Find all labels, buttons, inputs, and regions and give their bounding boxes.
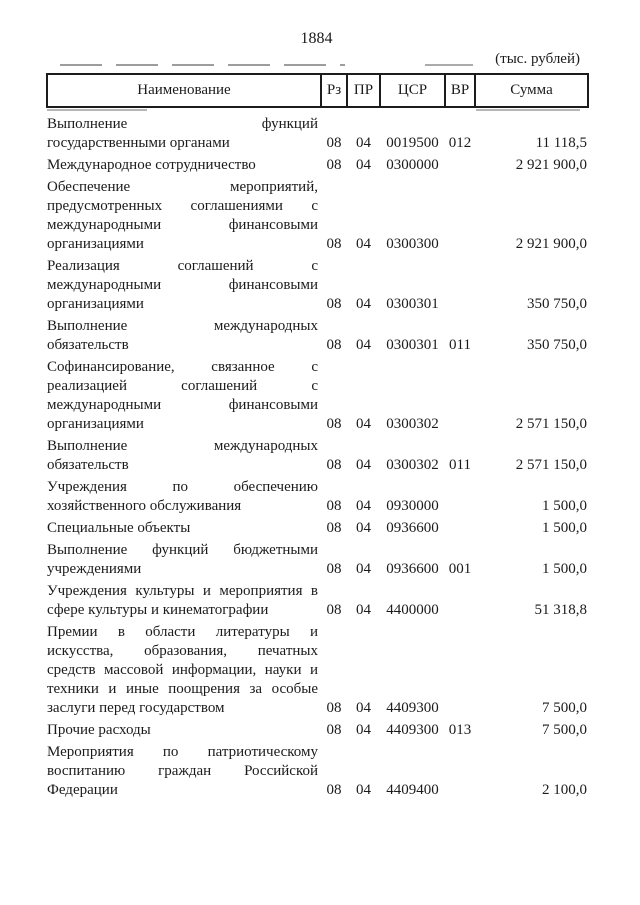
cell-csr: 0300301 — [386, 296, 439, 312]
cell-vr: 012 — [448, 135, 472, 151]
cell-sum: 1 500,0 — [542, 498, 587, 514]
cell-csr: 0300302 — [386, 457, 439, 473]
cell-sum: 2 571 150,0 — [515, 416, 587, 432]
cell-name: Специальные объекты — [47, 520, 191, 536]
cell-pr: 04 — [356, 296, 371, 312]
cell-sum: 2 921 900,0 — [515, 157, 587, 173]
cell-name: Выполнение международных обязательств — [47, 318, 318, 353]
cell-sum: 2 921 900,0 — [515, 236, 587, 252]
table-row — [47, 718, 588, 740]
cell-vr — [445, 153, 475, 175]
cell-sum: 350 750,0 — [527, 296, 587, 312]
budget-table — [46, 73, 589, 800]
cell-pr: 04 — [356, 722, 371, 738]
cell-pr: 04 — [356, 561, 371, 577]
cell-name: Реализация соглашений с международными финансовыми организациями — [47, 258, 318, 312]
cell-pr: 04 — [356, 520, 371, 536]
cell-csr: 0300300 — [386, 236, 439, 252]
column-header-pr: ПР — [347, 74, 380, 107]
column-header-rz: Рз — [321, 74, 347, 107]
cell-sum: 7 500,0 — [542, 722, 587, 738]
cell-pr: 04 — [356, 782, 371, 798]
cell-rz: 08 — [326, 337, 342, 353]
cell-vr — [445, 740, 475, 800]
cell-name: Международное сотрудничество — [47, 157, 256, 173]
cell-csr: 4409400 — [386, 782, 439, 798]
cell-sum: 350 750,0 — [527, 337, 587, 353]
cell-pr: 04 — [356, 416, 371, 432]
cell-name: Выполнение функций государственными органами — [47, 116, 318, 151]
cell-csr: 4409300 — [386, 722, 439, 738]
cell-sum: 1 500,0 — [542, 520, 587, 536]
cell-csr: 0300301 — [386, 337, 439, 353]
cell-vr — [445, 579, 475, 620]
cell-sum: 7 500,0 — [542, 700, 587, 716]
cell-sum: 11 118,5 — [535, 135, 587, 151]
cell-pr: 04 — [356, 337, 371, 353]
cell-vr — [445, 516, 475, 538]
cell-pr: 04 — [356, 236, 371, 252]
cell-rz: 08 — [326, 157, 342, 173]
cell-name: Софинансирование, связанное с реализацией соглашений с международными финансовыми организациями — [47, 359, 318, 432]
cell-rz: 08 — [326, 722, 342, 738]
cell-rz: 08 — [326, 782, 342, 798]
cell-vr: 001 — [448, 561, 472, 577]
table-row — [47, 153, 588, 175]
units-note: (тыс. рублей) — [495, 51, 580, 67]
cell-vr: 013 — [448, 722, 472, 738]
cell-name: Учреждения по обеспечению хозяйственного обслуживания — [47, 479, 318, 514]
column-header-name: Наименование — [47, 74, 321, 107]
table-row — [47, 579, 588, 620]
cell-pr: 04 — [356, 700, 371, 716]
cell-vr — [445, 620, 475, 718]
cell-pr: 04 — [356, 135, 371, 151]
cell-name: Выполнение международных обязательств — [47, 438, 318, 473]
cell-rz: 08 — [326, 457, 342, 473]
table-row — [47, 107, 588, 153]
table-row — [47, 475, 588, 516]
cell-rz: 08 — [326, 700, 342, 716]
cell-rz: 08 — [326, 520, 342, 536]
cell-csr: 4409300 — [386, 700, 439, 716]
cell-vr — [445, 175, 475, 254]
cell-rz: 08 — [326, 602, 342, 618]
table-row — [47, 355, 588, 434]
cell-vr — [445, 355, 475, 434]
cell-pr: 04 — [356, 157, 371, 173]
cell-rz: 08 — [326, 498, 342, 514]
cell-csr: 0019500 — [386, 135, 439, 151]
cell-name: Обеспечение мероприятий, предусмотренных соглашениями с международными финансовыми организациями — [47, 179, 318, 252]
cell-csr: 0930000 — [386, 498, 439, 514]
cell-rz: 08 — [326, 416, 342, 432]
cell-pr: 04 — [356, 457, 371, 473]
table-row — [47, 314, 588, 355]
cell-vr: 011 — [449, 457, 471, 473]
table-header-row — [47, 74, 588, 107]
cell-pr: 04 — [356, 602, 371, 618]
cell-vr: 011 — [449, 337, 471, 353]
cell-pr: 04 — [356, 498, 371, 514]
cell-csr: 0936600 — [386, 561, 439, 577]
column-header-sum: Сумма — [475, 74, 588, 107]
cell-name: Выполнение функций бюджетными учреждениями — [47, 542, 318, 577]
cell-name: Премии в области литературы и искусства, образования, печатных средств массовой информации, науки и техники и иные поощрения за особые заслуги перед государством — [47, 624, 318, 716]
cell-vr — [445, 254, 475, 314]
cell-csr: 0936600 — [386, 520, 439, 536]
column-header-vr: ВР — [445, 74, 475, 107]
table-row — [47, 254, 588, 314]
table-row — [47, 175, 588, 254]
cell-rz: 08 — [326, 296, 342, 312]
table-row — [47, 538, 588, 579]
column-header-csr: ЦСР — [380, 74, 445, 107]
cell-csr: 4400000 — [386, 602, 439, 618]
cell-rz: 08 — [326, 561, 342, 577]
table-row — [47, 434, 588, 475]
cell-sum: 1 500,0 — [542, 561, 587, 577]
cell-sum: 2 571 150,0 — [515, 457, 587, 473]
page-number: 1884 — [300, 30, 333, 47]
cell-csr: 0300302 — [386, 416, 439, 432]
cell-rz: 08 — [326, 135, 342, 151]
cell-rz: 08 — [326, 236, 342, 252]
table-row — [47, 620, 588, 718]
cell-name: Прочие расходы — [47, 722, 151, 738]
cell-vr — [445, 475, 475, 516]
cell-name: Мероприятия по патриотическому воспитанию граждан Российской Федерации — [47, 744, 318, 798]
table-row — [47, 516, 588, 538]
cell-csr: 0300000 — [386, 157, 439, 173]
cell-name: Учреждения культуры и мероприятия в сфере культуры и кинематографии — [47, 583, 318, 618]
cell-sum: 2 100,0 — [542, 782, 587, 798]
table-row — [47, 740, 588, 800]
cell-sum: 51 318,8 — [534, 602, 587, 618]
